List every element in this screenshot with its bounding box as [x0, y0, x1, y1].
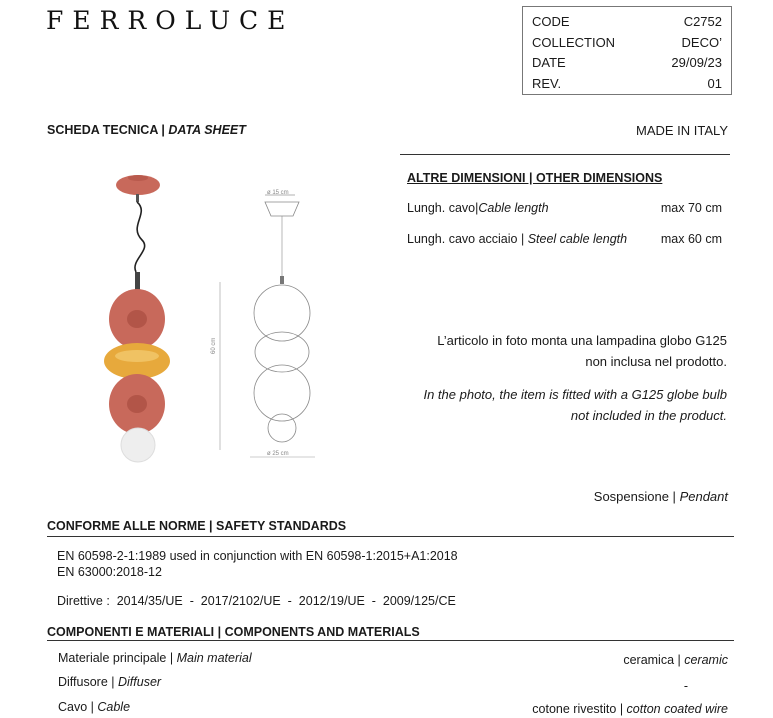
- meta-row-date: [532, 55, 722, 75]
- material-value-it: -: [683, 679, 688, 693]
- ceramic-element-top-hole: [127, 310, 147, 328]
- safety-standard-1: EN 60598-2-1:1989 used in conjunction with EN 60598-1:2015+A1:2018: [57, 549, 458, 563]
- product-type-it: Sospensione |: [593, 489, 680, 504]
- materials-title: COMPONENTI E MATERIALI | COMPONENTS AND MATERIALS: [47, 625, 420, 639]
- dimension-value: max 70 cm: [660, 201, 722, 215]
- ceramic-element-bottom-hole: [127, 395, 147, 413]
- safety-directives: Direttive : 2014/35/UE - 2017/2102/UE - 2012/19/UE - 2009/125/CE: [57, 594, 456, 608]
- other-dimensions-title: ALTRE DIMENSIONI | OTHER DIMENSIONS: [407, 171, 663, 185]
- brand-logo: FERROLUCE: [46, 6, 295, 35]
- meta-value: DECO’: [681, 35, 722, 50]
- dimension-label-it: Lungh. cavo acciaio |: [407, 232, 528, 246]
- top-dim-label: ø 15 cm: [267, 190, 289, 196]
- note-italian-line1: L’articolo in foto monta una lampadina globo G125: [437, 333, 727, 348]
- dimension-label-it: Lungh. cavo|: [407, 201, 479, 215]
- dimension-row-cable: [407, 201, 722, 215]
- bulb-outline: [268, 414, 296, 442]
- material-value: [684, 679, 688, 693]
- made-in-label: MADE IN ITALY: [636, 123, 728, 138]
- materials-divider: [47, 640, 734, 641]
- material-label-it: Diffusore |: [58, 675, 118, 689]
- note-italian: [437, 330, 727, 372]
- material-label-it: Cavo |: [58, 700, 98, 714]
- note-english-line1: In the photo, the item is fitted with a G125 globe bulb: [423, 387, 727, 402]
- product-photo: [90, 168, 190, 468]
- datasheet-title-it: SCHEDA TECNICA |: [47, 123, 169, 137]
- material-label-en: Main material: [176, 651, 252, 665]
- meta-row-collection: [532, 35, 722, 55]
- canopy-outline: [265, 202, 299, 216]
- globe-bulb: [121, 428, 155, 462]
- body-outline-top: [254, 285, 310, 341]
- meta-row-rev: [532, 76, 722, 96]
- product-type-en: Pendant: [679, 489, 728, 504]
- meta-value: 01: [707, 76, 722, 91]
- holder-outline: [280, 276, 284, 284]
- cable: [135, 202, 145, 272]
- safety-title: CONFORME ALLE NORME | SAFETY STANDARDS: [47, 519, 347, 533]
- technical-drawing: [205, 182, 325, 464]
- canopy-stem: [136, 194, 139, 202]
- safety-standard-2: EN 63000:2018-12: [57, 565, 162, 579]
- document-meta-box: [522, 6, 732, 95]
- dimension-label-en: Steel cable length: [527, 232, 628, 246]
- meta-key: DATE: [532, 55, 566, 70]
- meta-key: REV.: [532, 76, 562, 91]
- dimension-row-steel-cable: [407, 232, 722, 246]
- meta-value: 29/09/23: [671, 55, 722, 70]
- meta-value: C2752: [683, 14, 722, 29]
- note-english: [423, 384, 727, 426]
- datasheet-title: [47, 123, 246, 137]
- meta-row-code: [532, 14, 722, 34]
- material-value: [623, 653, 728, 667]
- canopy-top: [128, 175, 148, 181]
- meta-key: CODE: [532, 14, 570, 29]
- material-label-it: Materiale principale |: [58, 651, 177, 665]
- datasheet-title-en: DATA SHEET: [168, 123, 246, 137]
- material-value-it: ceramica |: [623, 653, 685, 667]
- material-value-en: ceramic: [684, 653, 728, 667]
- material-value: [532, 702, 728, 716]
- material-row-cable: [58, 700, 728, 714]
- dimension-value: max 60 cm: [660, 232, 722, 246]
- meta-key: COLLECTION: [532, 35, 616, 50]
- material-row-main: [58, 651, 728, 665]
- safety-divider: [47, 536, 734, 537]
- height-dim-label: 60 cm: [211, 337, 217, 354]
- note-italian-line2: non inclusa nel prodotto.: [585, 354, 727, 369]
- ceramic-element-yellow-highlight: [115, 350, 159, 362]
- bottom-dim-label: ø 25 cm: [267, 451, 289, 457]
- body-outline-middle: [255, 332, 309, 372]
- header-divider: [400, 154, 730, 155]
- lamp-holder: [135, 272, 140, 292]
- product-type: [594, 489, 728, 504]
- material-label-en: Cable: [97, 700, 131, 714]
- material-label-en: Diffuser: [118, 675, 162, 689]
- body-outline-bottom: [254, 365, 310, 421]
- material-row-diffuser: [58, 675, 728, 693]
- dimension-label-en: Cable length: [478, 201, 549, 215]
- material-value-it: cotone rivestito |: [532, 702, 627, 716]
- material-value-en: cotton coated wire: [626, 702, 728, 716]
- note-english-line2: not included in the product.: [570, 408, 727, 423]
